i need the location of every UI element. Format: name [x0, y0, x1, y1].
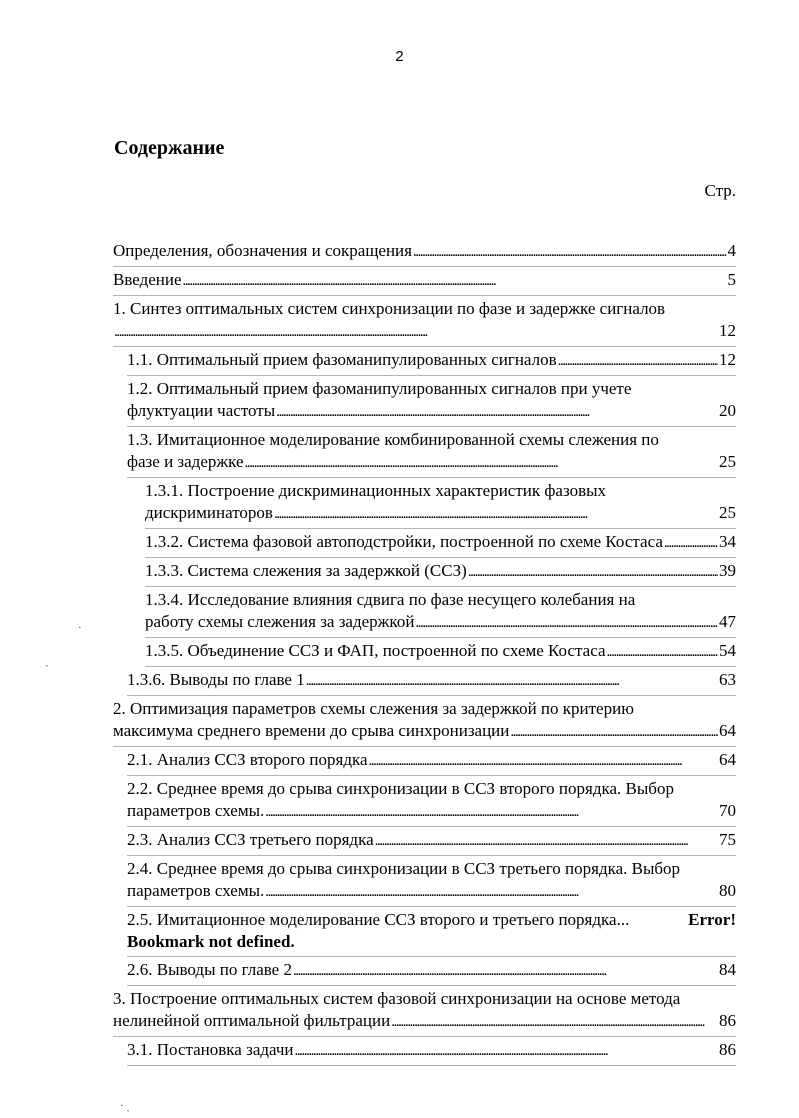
dot-leader [510, 720, 718, 743]
dot-leader [265, 800, 718, 823]
toc-entry-1-3-1[interactable] [145, 478, 736, 529]
toc-error-text: Bookmark not defined. [127, 932, 295, 951]
dot-leader [415, 611, 718, 634]
toc-entry-chapter-2[interactable] [113, 696, 736, 747]
toc-entry-text: 2.2. Среднее время до срыва синхронизации в ССЗ второго порядка. Выбор [127, 779, 674, 798]
toc-page-ref: 64 [719, 721, 736, 740]
toc-page-ref: 54 [719, 641, 736, 660]
toc-page-ref: 84 [719, 960, 736, 979]
toc-entry-text: нелинейной оптимальной фильтрации [113, 1011, 391, 1030]
dot-leader [369, 749, 718, 772]
toc-page-ref: 70 [719, 801, 736, 820]
toc-entry-text: 1.1. Оптимальный прием фазоманипулированных сигналов [127, 350, 557, 369]
toc-page-ref: 80 [719, 881, 736, 900]
dot-leader [274, 502, 718, 525]
toc-entry-text: 1.3.1. Построение дискриминационных характеристик фазовых [145, 481, 607, 500]
toc-entry-1-3-6[interactable] [127, 667, 736, 696]
toc-page-ref: 5 [727, 270, 736, 289]
toc-entry-2-4[interactable] [127, 856, 736, 907]
toc-entry-1-3-3[interactable] [145, 558, 736, 587]
toc-entry-text: 2.1. Анализ ССЗ второго порядка [127, 750, 368, 769]
toc-entry-3-1[interactable] [127, 1037, 736, 1066]
scan-artifact: ˏ [45, 655, 49, 667]
toc-title: Содержание [114, 137, 225, 159]
page-number: 2 [395, 48, 404, 65]
toc-entry-text: фазе и задержке [127, 452, 244, 471]
toc-entry-text: 1.3. Имитационное моделирование комбинированной схемы слежения по [127, 430, 659, 449]
toc-page-ref: 12 [719, 350, 736, 369]
dot-leader [391, 1010, 718, 1033]
dot-leader [664, 531, 718, 554]
toc-page-ref: 25 [719, 452, 736, 471]
toc-error-text: Error! [688, 910, 736, 929]
toc-entry-2-3[interactable] [127, 827, 736, 856]
toc-page-ref: 12 [719, 321, 736, 340]
toc-entry-text: 1. Синтез оптимальных систем синхронизации по фазе и задержке сигналов [113, 299, 666, 318]
toc-entry-text: 3. Построение оптимальных систем фазовой синхронизации на основе метода [113, 989, 681, 1008]
toc-page-ref: 39 [719, 561, 736, 580]
scan-artifact: · ˎ [120, 1100, 131, 1112]
toc-page-ref: 25 [719, 503, 736, 522]
dot-leader [183, 269, 727, 292]
toc-entry-1-3-4[interactable] [145, 587, 736, 638]
dot-leader [306, 669, 718, 692]
dot-leader [607, 640, 719, 663]
toc-entry-text: 1.3.3. Система слежения за задержкой (ССЗ) [145, 561, 467, 580]
toc-entry-text: флуктуации частоты [127, 401, 276, 420]
toc-page-ref: 64 [719, 750, 736, 769]
toc-entry-definitions[interactable] [113, 238, 736, 267]
toc-entry-chapter-3[interactable] [113, 986, 736, 1037]
toc-entry-text: 2.3. Анализ ССЗ третьего порядка [127, 830, 374, 849]
toc-entry-text: дискриминаторов [145, 503, 273, 522]
dot-leader [468, 560, 718, 583]
page-column-label: Стр. [704, 181, 736, 200]
toc-entry-introduction[interactable] [113, 267, 736, 296]
toc-entry-text: 1.3.2. Система фазовой автоподстройки, построенной по схеме Костаса [145, 532, 663, 551]
toc-entry-text: 1.3.4. Исследование влияния сдвига по фазе несущего колебания на [145, 590, 636, 609]
dot-leader [276, 400, 718, 423]
toc-entry-1-3-5[interactable] [145, 638, 736, 667]
dot-leader [558, 349, 718, 372]
toc-page-ref: 34 [719, 532, 736, 551]
toc-entry-2-1[interactable] [127, 747, 736, 776]
toc-entry-text: Введение [113, 270, 182, 289]
toc-entry-text: Определения, обозначения и сокращения [113, 241, 412, 260]
toc-entry-text: работу схемы слежения за задержкой [145, 612, 415, 631]
dot-leader [413, 240, 727, 263]
toc-entry-text: 1.3.6. Выводы по главе 1 [127, 670, 305, 689]
scan-artifact: · [78, 622, 82, 634]
toc-entry-text: 1.2. Оптимальный прием фазоманипулированных сигналов при учете [127, 379, 632, 398]
dot-leader [265, 880, 718, 903]
table-of-contents [113, 238, 736, 1066]
toc-page-ref: 86 [719, 1040, 736, 1059]
dot-leader [114, 320, 718, 343]
toc-entry-text: 2. Оптимизация параметров схемы слежения за задержкой по критерию [113, 699, 634, 718]
toc-entry-2-5[interactable] [127, 907, 736, 957]
toc-page-ref: 75 [719, 830, 736, 849]
toc-entry-text: 3.1. Постановка задачи [127, 1040, 294, 1059]
toc-page-ref: 20 [719, 401, 736, 420]
toc-entry-text: 2.4. Среднее время до срыва синхронизации в ССЗ третьего порядка. Выбор [127, 859, 681, 878]
toc-page-ref: 4 [727, 241, 736, 260]
toc-entry-text: 2.5. Имитационное моделирование ССЗ второго и третьего порядка... [127, 910, 630, 929]
dot-leader [295, 1039, 718, 1062]
toc-entry-1-3[interactable] [127, 427, 736, 478]
dot-leader [293, 959, 718, 982]
toc-entry-1-3-2[interactable] [145, 529, 736, 558]
toc-page-ref: 86 [719, 1011, 736, 1030]
toc-entry-1-1[interactable] [127, 347, 736, 376]
toc-entry-text: параметров схемы. [127, 801, 265, 820]
toc-page-ref: 63 [719, 670, 736, 689]
dot-leader [245, 451, 718, 474]
toc-entry-chapter-1[interactable] [113, 296, 736, 347]
toc-entry-text: максимума среднего времени до срыва синхронизации [113, 721, 510, 740]
toc-entry-2-2[interactable] [127, 776, 736, 827]
toc-entry-text: параметров схемы. [127, 881, 265, 900]
toc-entry-text: 2.6. Выводы по главе 2 [127, 960, 292, 979]
dot-leader [375, 829, 718, 852]
toc-entry-1-2[interactable] [127, 376, 736, 427]
toc-entry-2-6[interactable] [127, 957, 736, 986]
toc-entry-text: 1.3.5. Объединение ССЗ и ФАП, построенной по схеме Костаса [145, 641, 606, 660]
toc-page-ref: 47 [719, 612, 736, 631]
